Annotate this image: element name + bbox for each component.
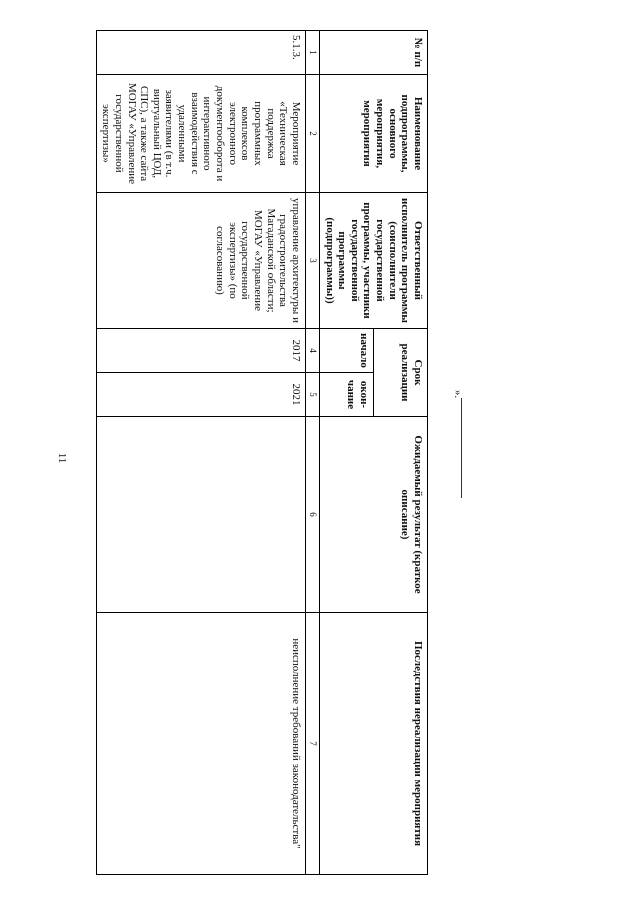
closing-mark-area xyxy=(448,388,476,518)
row-name: Мероприятие «Техническая поддержка программных комплексов электронного документооборота и интерактивного взаимодействия с удаленными заявителями (в т.ч. виртуальный ЦОД, СПС), а также сайта МОГАУ «Управление государственной экспертизы» xyxy=(96,75,305,193)
column-number: 1 xyxy=(305,31,319,75)
header-num: № п/п xyxy=(319,31,427,75)
column-number-row xyxy=(305,31,319,875)
row-end: 2021 xyxy=(96,373,305,417)
column-number: 5 xyxy=(305,373,319,417)
header-start: начало xyxy=(319,329,373,373)
row-consequences: неисполнение требований законодательства" xyxy=(96,613,305,875)
row-result xyxy=(96,417,305,613)
row-start: 2017 xyxy=(96,329,305,373)
header-term: Срок реализации xyxy=(373,329,427,417)
column-number: 2 xyxy=(305,75,319,193)
closing-line xyxy=(461,398,462,498)
table-row xyxy=(96,31,305,875)
header-consequences: Последствия нереализации мероприятия xyxy=(319,613,427,875)
column-number: 7 xyxy=(305,613,319,875)
header-result: Ожидаемый результат (краткое описание) xyxy=(319,417,427,613)
closing-quote: ». xyxy=(452,389,465,399)
row-executor: управление архитектуры и градостроительства Магаданской области; МОГАУ «Управление государственной экспертизы» (по согласованию) xyxy=(96,193,305,329)
row-num: 5.1.3. xyxy=(96,31,305,75)
header-executor: Ответственный исполнитель программы (соисполнители государственной программы, участники государственной программы (подпрограммы)) xyxy=(319,193,427,329)
page-number: 11 xyxy=(56,452,68,464)
header-name: Наименование подпрограммы, основного мероприятия, мероприятия xyxy=(319,75,427,193)
program-table xyxy=(96,30,428,875)
rotated-table-wrapper xyxy=(98,30,428,874)
header-row xyxy=(373,31,427,875)
column-number: 3 xyxy=(305,193,319,329)
column-number: 4 xyxy=(305,329,319,373)
header-end: окон-чание xyxy=(319,373,373,417)
column-number: 6 xyxy=(305,417,319,613)
